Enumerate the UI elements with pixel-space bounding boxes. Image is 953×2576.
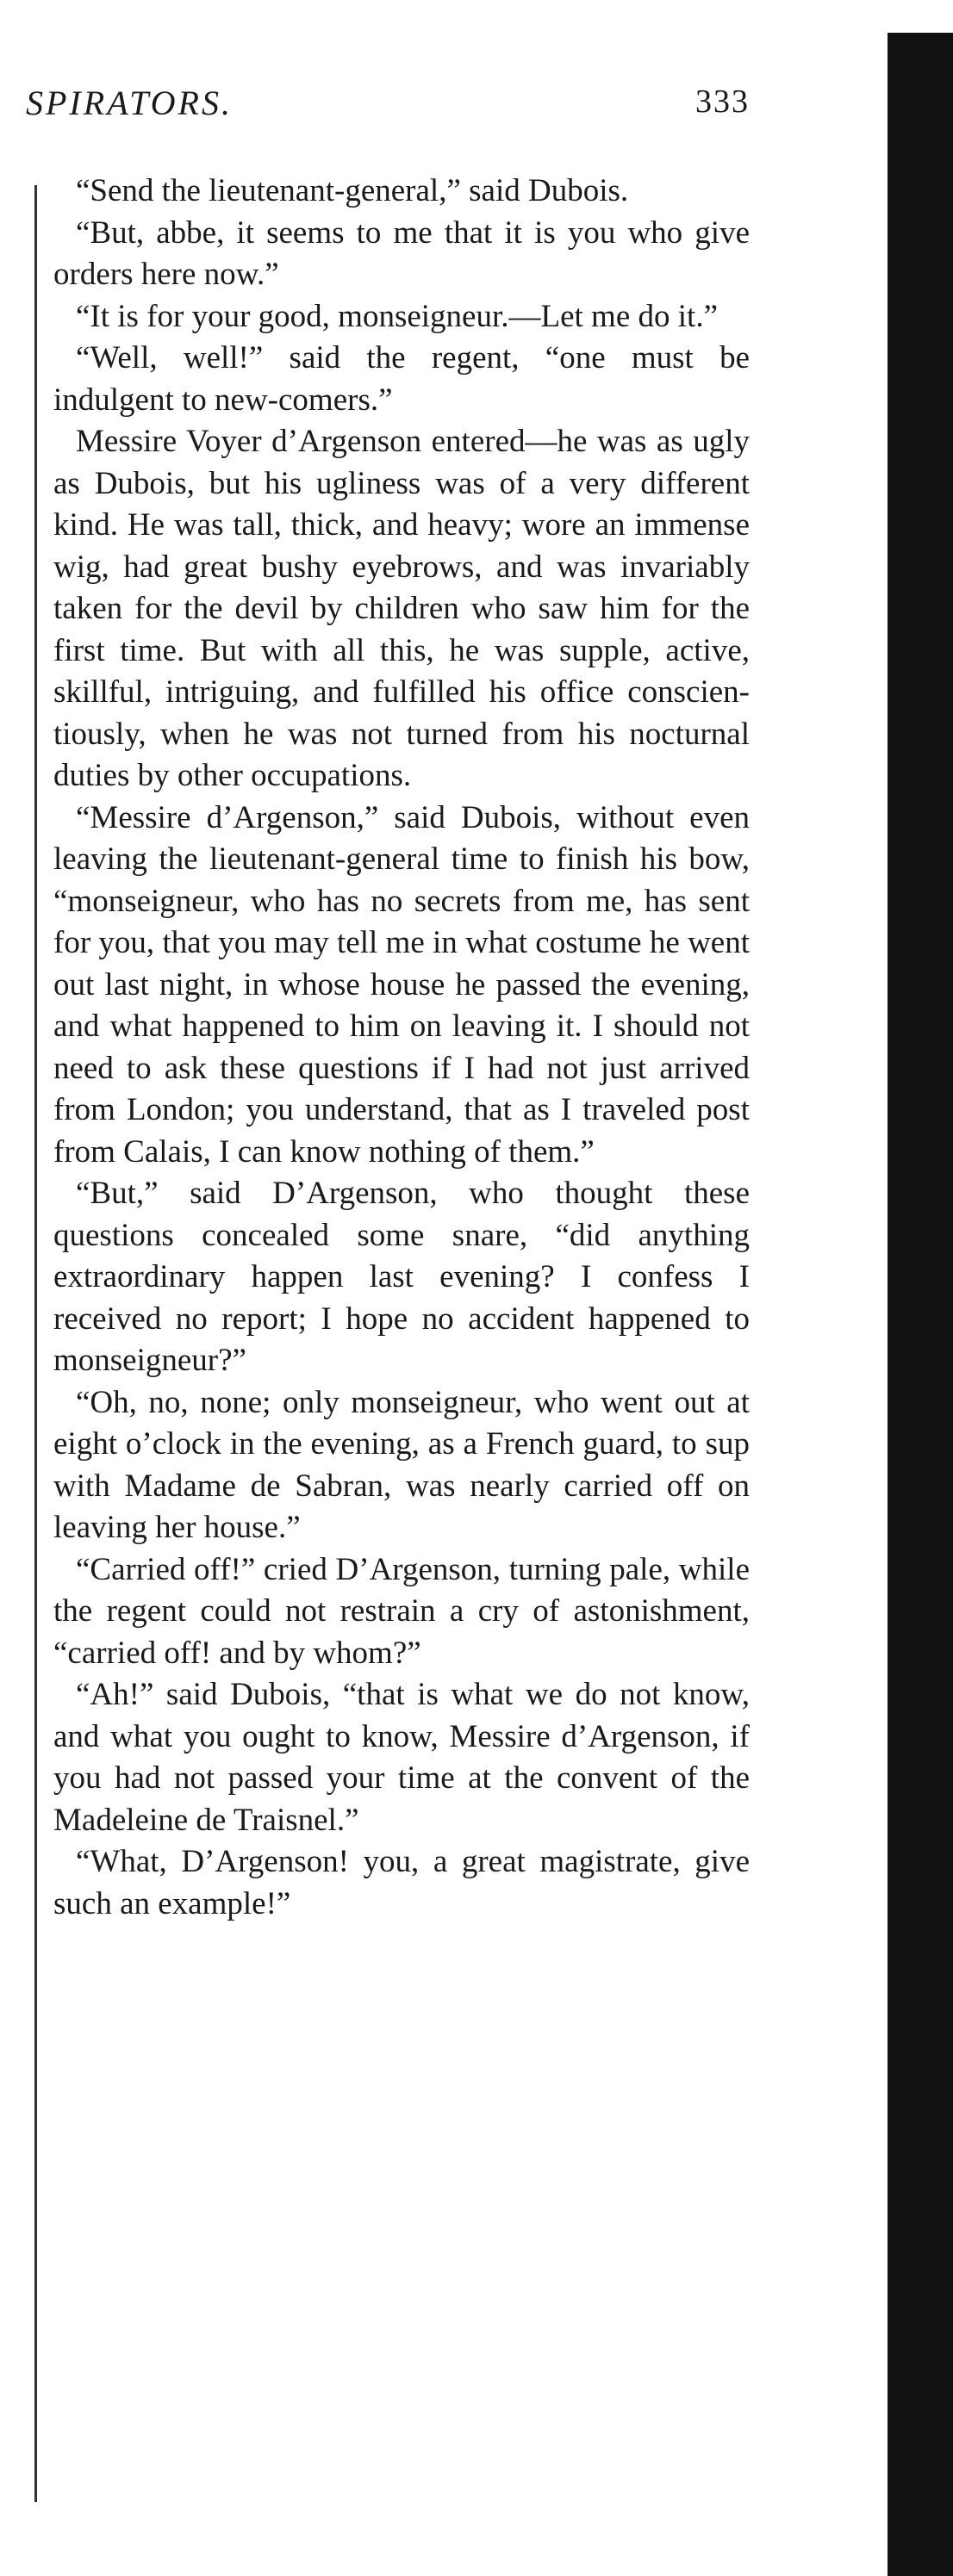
running-head	[26, 83, 750, 134]
paragraph: “Ah!” said Dubois, “that is what we do not know, and what you ought to know, Messire d’Argenson, if you had not passed your time at the convent of the Madeleine de Traisnel.”	[53, 1677, 750, 1838]
paragraph: “But,” said D’Argenson, who thought these questions concealed some snare, “did anything extraordinary happen last evening? I confess I received no report; I hope no accident happened to monseigneur?”	[53, 1176, 750, 1378]
body-text	[53, 171, 750, 2513]
paragraph: Messire Voyer d’Argenson entered—he was as ugly as Dubois, but his ugliness was of a very different kind. He was tall, thick, and heavy; wore an immense wig, had great bushy eyebrows, and was invariably taken for the devil by children who saw him for the first time. But with all this, he was supple, active, skillful, intriguing, and fulfilled his office conscientiously, when he was not turned from his nocturnal duties by other occupations.	[53, 424, 750, 793]
paragraph: “Send the lieutenant-general,” said Dubois.	[76, 173, 629, 208]
paragraph: “Messire d’Argenson,” said Dubois, without even leaving the lieutenant-general time to finish his bow, “monseigneur, who has no secrets from me, has sent for you, that you may tell me in what costume he went out last night, in whose house he passed the evening, and what happened to him on leaving it. I should not need to ask these questions if I had not just arrived from London; you understand, that as I traveled post from Calais, I can know nothing of them.”	[53, 799, 750, 1170]
paragraph: “But, abbe, it seems to me that it is you who give orders here now.”	[53, 214, 750, 292]
page-number: 333	[695, 84, 750, 120]
right-edge-shadow	[888, 33, 953, 2576]
paragraph: “It is for your good, monseigneur.—Let me do it.”	[76, 298, 718, 334]
paragraph: “Well, well!” said the regent, “one must be indulgent to new-comers.”	[53, 340, 750, 418]
left-margin-rule	[34, 185, 37, 2502]
paragraph: “What, D’Argenson! you, a great magistrate, give such an example!”	[53, 1844, 750, 1921]
running-title: SPIRATORS.	[26, 84, 233, 122]
paragraph: “Carried off!” cried D’Argenson, turning pale, while the regent could not restrain a cry of astonishment, “carried off! and by whom?”	[53, 1551, 750, 1671]
paragraph: “Oh, no, none; only monseigneur, who went out at eight o’clock in the evening, as a French guard, to sup with Madame de Sabran, was nearly carried off on leaving her house.”	[53, 1384, 750, 1545]
